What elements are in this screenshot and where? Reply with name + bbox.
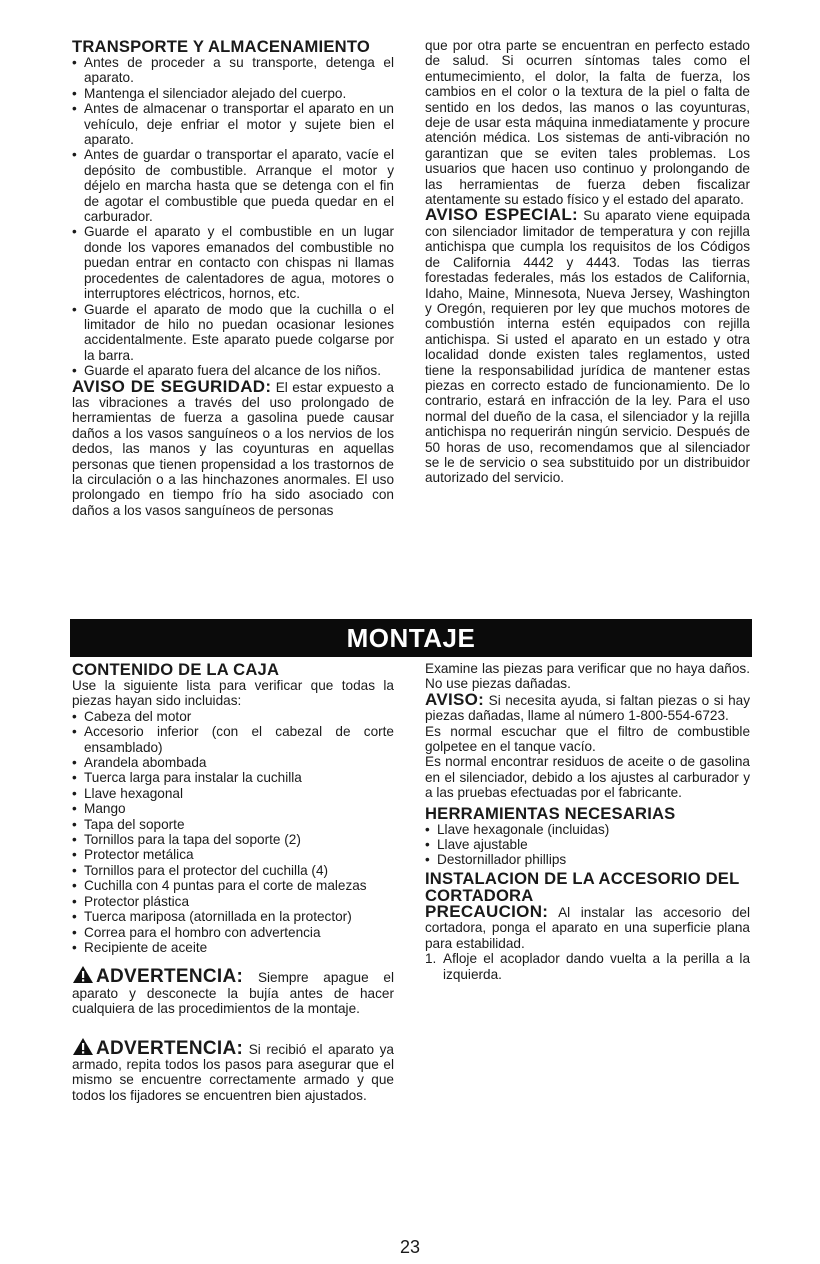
list-item: • Protector plástica [72, 894, 394, 909]
warning-lead: ADVERTENCIA: [96, 966, 244, 988]
warning-notice-preassembled [72, 1037, 394, 1104]
list-item: • Mantenga el silenciador alejado del cuerpo. [72, 86, 394, 101]
transport-section [72, 38, 394, 518]
oil-note: Es normal encontrar residuos de aceite o de gasolina en el silenciador, debido a los ajustes al carburador y a las pruebas efectuadas por el fabricante. [425, 754, 750, 801]
list-item [425, 951, 750, 982]
list-item: • Destornillador phillips [425, 852, 750, 867]
install-heading: INSTALACION DE LA ACCESORIO DEL CORTADORA [425, 868, 740, 905]
page-number: 23 [399, 1237, 421, 1257]
list-item: • Guarde el aparato y el combustible en un lugar donde los vapores emanados del combustible no puedan entrar en contacto con chispas ni llamas procedentes de calentadores de agua, motores o interruptores eléctricos, hornos, etc. [72, 224, 394, 301]
list-item: • Tapa del soporte [72, 817, 394, 832]
warning-notice-disconnect [72, 965, 394, 1016]
list-item: • Arandela abombada [72, 755, 394, 770]
box-contents-heading: CONTENIDO DE LA CAJA [72, 660, 280, 679]
list-item: • Tuerca mariposa (atornillada en la protector) [72, 909, 394, 924]
tools-list [425, 822, 750, 868]
warning-text: Si recibió el aparato ya armado, repita todos los pasos para asegurar que el mismo se encuentre correctamente armado y que todos los fijadores se encuentren bien ajustados. [72, 1041, 394, 1103]
filter-note: Es normal escuchar que el filtro de combustible golpetee en el tanque vacío. [425, 723, 750, 755]
special-notice-text: Su aparato viene equipada con silenciador limitador de temperatura y con rejilla antichispa que cumpla los requisitos de los Códigos de California 4442 y 4443. Todas las tierras forestadas federales, más los estados de California, Idaho, Maine, Minnesota, Nueva Jersey, Washington y Oregón, requieren por ley que muchos motores de combustión interna estén equipados con rejilla antichispa. Si usted el aparato en un estado y otra localidad donde existen tales reglamentos, usted tiene la responsabilidad jurídica de mantener estas piezas en correcto estado de funcionamiento. De lo contrario, estará en infracción de la ley. Para el uso normal del dueño de la casa, el silenciador y la rejilla antichispa no requerirán ningún servicio. Después de 50 horas de uso, recomendamos que al silenciador se le de servicio o sea substituido por un distribuidor autorizado del servicio. [425, 208, 750, 486]
step-number: 1. [425, 951, 437, 967]
list-item: • Llave ajustable [425, 837, 750, 852]
safety-notice-text: El estar expuesto a las vibraciones a través del uso prolongado de herramientas de fuerza a gasolina puede causar daños a los vasos sanguíneos o a los nervios de los dedos, las manos y las coyunturas en aquellas personas que tienen propensidad a los trastornos de la circulación o a las hinchazones anormales. El uso prolongado en tiempo frío ha sido asociado con daños a los vasos sanguíneos de personas [72, 379, 394, 518]
list-item: • Accesorio inferior (con el cabezal de corte ensamblado) [72, 724, 394, 755]
list-item: • Cuchilla con 4 puntas para el corte de malezas [72, 878, 394, 893]
warning-triangle-icon [72, 1037, 94, 1056]
aviso-notice [425, 689, 750, 724]
step-text: Afloje el acoplador dando vuelta a la perilla a la izquierda. [443, 951, 750, 982]
safety-notice-lead: AVISO DE SEGURIDAD: [72, 376, 272, 396]
caution-lead: PRECAUCION: [425, 901, 549, 921]
list-item: • Guarde el aparato de modo que la cuchilla o el limitador de hilo no puedan ocasionar lesiones accidentalmente. Este aparato puede colgarse por la barra. [72, 302, 394, 364]
safety-notice [72, 376, 394, 519]
list-item: • Mango [72, 801, 394, 816]
warning-lead: ADVERTENCIA: [96, 1037, 244, 1059]
box-contents-list [72, 709, 394, 956]
transport-heading: TRANSPORTE Y ALMACENAMIENTO [72, 37, 370, 56]
tools-heading: HERRAMIENTAS NECESARIAS [425, 803, 676, 823]
warning-triangle-icon [72, 965, 94, 984]
list-item: • Recipiente de aceite [72, 940, 394, 955]
aviso-lead: AVISO: [425, 689, 485, 709]
aviso-text: Si necesita ayuda, si faltan piezas o si hay piezas dañadas, llame al número 1-800-554-6723. [425, 692, 750, 724]
list-item: • Antes de proceder a su transporte, detenga el aparato. [72, 55, 394, 86]
vibration-continued-section [425, 38, 750, 486]
list-item: • Correa para el hombro con advertencia [72, 925, 394, 940]
section-banner: MONTAJE [70, 619, 752, 657]
vibration-continued-text: que por otra parte se encuentran en perfecto estado de salud. Si ocurren síntomas tales como el entumecimiento, el dolor, la falta de fuerza, los cambios en el color o la textura de la piel o falta de sentido en los dedos, las manos o las coyunturas, deje de usar esta máquina inmediatamente y procure atención médica. Los sistemas de anti-vibración no garantizan que se eviten tales problemas. Los usuarios que hacen uso continuo y prolongando de las herramientas de fuerza deben fiscalizar atentamente su estado físico y el estado del aparato. [425, 38, 750, 208]
caution-text: Al instalar las accesorio del cortadora, ponga el aparato en una superficie plana para estabilidad. [425, 904, 750, 951]
list-item: • Antes de guardar o transportar el aparato, vacíe el depósito de combustible. Arranque el motor y déjelo en marcha hasta que se detenga con el fin de agotar el combustible que pueda quedar en el carburador. [72, 147, 394, 224]
list-item: • Tornillos para la tapa del soporte (2) [72, 832, 394, 847]
box-contents-intro: Use la siguiente lista para verificar que todas la piezas hayan sido incluidas: [72, 678, 394, 709]
caution-notice [425, 901, 750, 951]
list-item: • Llave hexagonal [72, 786, 394, 801]
list-item: • Antes de almacenar o transportar el aparato en un vehículo, deje enfriar el motor y sujete bien el aparato. [72, 101, 394, 147]
list-item: • Llave hexagonale (incluidas) [425, 822, 750, 837]
transport-list [72, 55, 394, 379]
special-notice [425, 207, 750, 485]
box-contents-section [72, 661, 394, 1103]
list-item: • Cabeza del motor [72, 709, 394, 724]
examine-text: Examine las piezas para verificar que no haya daños. No use piezas dañadas. [425, 661, 750, 692]
list-item: • Guarde el aparato fuera del alcance de los niños. [72, 363, 394, 378]
install-steps [425, 951, 750, 982]
list-item: • Tuerca larga para instalar la cuchilla [72, 770, 394, 785]
list-item: • Protector metálica [72, 847, 394, 862]
special-notice-lead: AVISO ESPECIAL: [425, 205, 578, 225]
list-item: • Tornillos para el protector del cuchilla (4) [72, 863, 394, 878]
warning-text: Siempre apague el aparato y desconecte la bujía antes de hacer cualquiera de las procedimientos de la montaje. [72, 970, 394, 1017]
assembly-notes-section [425, 661, 750, 982]
